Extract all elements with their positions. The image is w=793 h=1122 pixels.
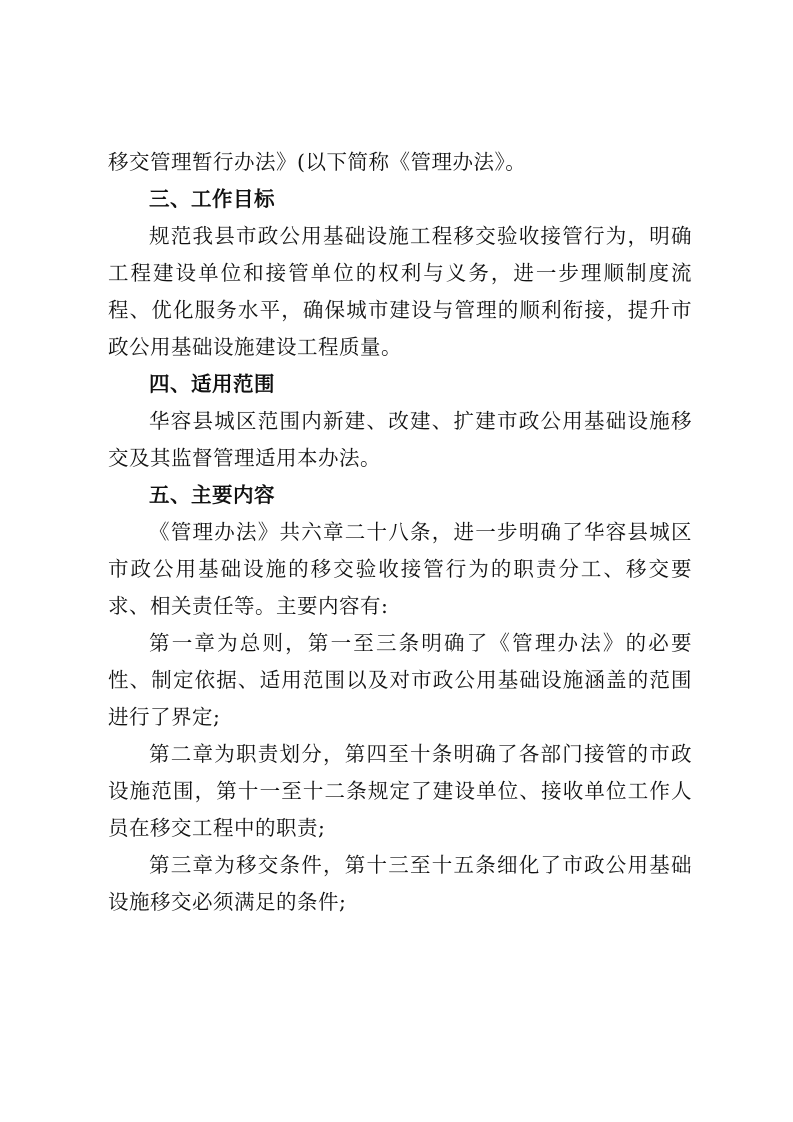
paragraph-goals: 规范我县市政公用基础设施工程移交验收接管行为，明确工程建设单位和接管单位的权利与义务，进一步理顺制度流程、优化服务水平，确保城市建设与管理的顺利衔接，提升市政公用基础设施建设工程质量。 xyxy=(108,224,692,359)
section-heading-scope: 四、适用范围 xyxy=(149,372,275,396)
paragraph-chapter-three: 第三章为移交条件，第十三至十五条细化了市政公用基础设施移交必须满足的条件; xyxy=(108,853,692,914)
section-heading-goals: 三、工作目标 xyxy=(149,187,275,211)
paragraph-scope: 华容县城区范围内新建、改建、扩建市政公用基础设施移交及其监督管理适用本办法。 xyxy=(108,409,692,470)
paragraph-continued: 移交管理暂行办法》(以下简称《管理办法》。 xyxy=(108,150,527,174)
section-heading-content: 五、主要内容 xyxy=(149,483,275,507)
paragraph-content-intro: 《管理办法》共六章二十八条，进一步明确了华容县城区市政公用基础设施的移交验收接管行为的职责分工、移交要求、相关责任等。主要内容有: xyxy=(108,520,692,618)
paragraph-chapter-two: 第二章为职责划分，第四至十条明确了各部门接管的市政设施范围，第十一至十二条规定了建设单位、接收单位工作人员在移交工程中的职责; xyxy=(108,742,692,840)
document-body xyxy=(108,144,692,921)
paragraph-chapter-one: 第一章为总则，第一至三条明确了《管理办法》的必要性、制定依据、适用范围以及对市政公用基础设施涵盖的范围进行了界定; xyxy=(108,631,692,729)
